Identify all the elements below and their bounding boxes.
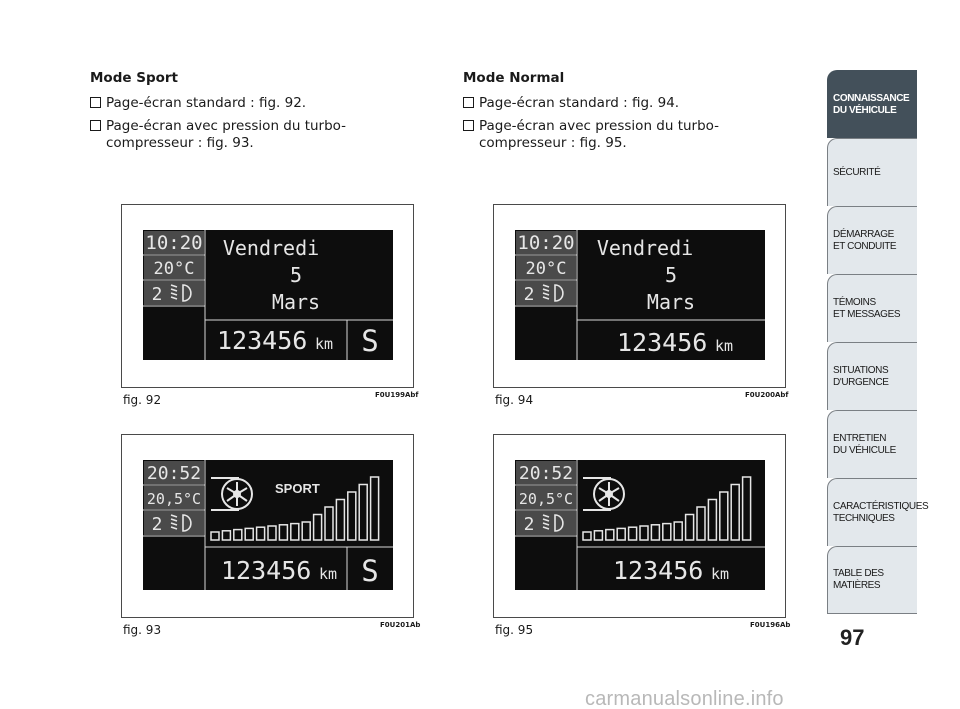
tab-table-des-matieres[interactable]: TABLE DES MATIÈRES (827, 546, 917, 614)
gear-number: 2 (523, 284, 535, 305)
month-label: Mars (271, 290, 321, 314)
list-item-text: Page-écran standard : fig. 94. (479, 95, 680, 111)
sport-label: SPORT (275, 481, 320, 496)
temperature: 20°C (153, 259, 195, 279)
list-item (90, 118, 425, 152)
figure-94 (493, 204, 786, 388)
odometer-unit: km (315, 335, 334, 353)
display-screen (143, 460, 393, 590)
display-screen (515, 460, 765, 590)
section-tabs (827, 70, 929, 614)
watermark: carmanualsonline.info (585, 688, 784, 709)
figure-95 (493, 434, 786, 618)
tab-caracteristiques[interactable]: CARACTÉRISTIQUES TECHNIQUES (827, 478, 917, 546)
odometer-unit: km (319, 565, 338, 583)
odometer: 123456 (221, 556, 312, 585)
checkbox-icon (463, 97, 474, 108)
odometer-unit: km (715, 337, 734, 355)
normal-mode-title: Mode Normal (463, 70, 565, 86)
temperature: 20,5°C (518, 490, 574, 508)
gear-number: 2 (151, 284, 163, 305)
month-label: Mars (646, 290, 696, 314)
odometer: 123456 (617, 328, 708, 357)
list-item-text: Page-écran avec pression du turbo-compresseur : fig. 93. (106, 118, 347, 151)
tab-temoins[interactable]: TÉMOINS ET MESSAGES (827, 274, 917, 342)
tab-connaissance[interactable]: CONNAISSANCE DU VÉHICULE (827, 70, 917, 138)
page-number: 97 (840, 625, 865, 650)
date-label: 5 (289, 263, 303, 287)
checkbox-icon (90, 120, 101, 131)
odometer: 123456 (613, 556, 704, 585)
mode-indicator: S (361, 324, 379, 358)
sport-mode-title: Mode Sport (90, 70, 179, 86)
temperature: 20°C (525, 259, 567, 279)
figure-code: F0U200Abf (745, 391, 789, 399)
display-screen (143, 230, 393, 360)
clock: 10:20 (517, 232, 575, 254)
tab-demarrage[interactable]: DÉMARRAGE ET CONDUITE (827, 206, 917, 274)
figure-caption: fig. 92 (123, 393, 162, 407)
odometer-unit: km (711, 565, 730, 583)
gear-number: 2 (151, 514, 163, 535)
tab-entretien[interactable]: ENTRETIEN DU VÉHICULE (827, 410, 917, 478)
tab-securite[interactable]: SÉCURITÉ (827, 138, 917, 206)
sport-mode-section (90, 70, 425, 158)
date-label: 5 (664, 263, 678, 287)
figure-code: F0U201Ab (380, 621, 421, 629)
normal-mode-section (463, 70, 798, 158)
display-screen (515, 230, 765, 360)
list-item (463, 118, 798, 152)
mode-indicator: S (361, 554, 379, 588)
list-item-text: Page-écran avec pression du turbo-compresseur : fig. 95. (479, 118, 720, 151)
day-label: Vendredi (596, 236, 694, 260)
checkbox-icon (90, 97, 101, 108)
list-item (90, 95, 425, 112)
figure-93 (121, 434, 414, 618)
figure-92 (121, 204, 414, 388)
figure-caption: fig. 93 (123, 623, 162, 637)
list-item (463, 95, 798, 112)
clock: 20:52 (146, 463, 202, 484)
clock: 10:20 (145, 232, 203, 254)
clock: 20:52 (518, 463, 574, 484)
figure-code: F0U199Abf (375, 391, 419, 399)
gear-number: 2 (523, 514, 535, 535)
day-label: Vendredi (222, 236, 320, 260)
tab-situations[interactable]: SITUATIONS D'URGENCE (827, 342, 917, 410)
figure-code: F0U196Ab (750, 621, 791, 629)
list-item-text: Page-écran standard : fig. 92. (106, 95, 307, 111)
temperature: 20,5°C (146, 490, 202, 508)
figure-caption: fig. 94 (495, 393, 534, 407)
figure-caption: fig. 95 (495, 623, 534, 637)
odometer: 123456 (217, 326, 308, 355)
checkbox-icon (463, 120, 474, 131)
